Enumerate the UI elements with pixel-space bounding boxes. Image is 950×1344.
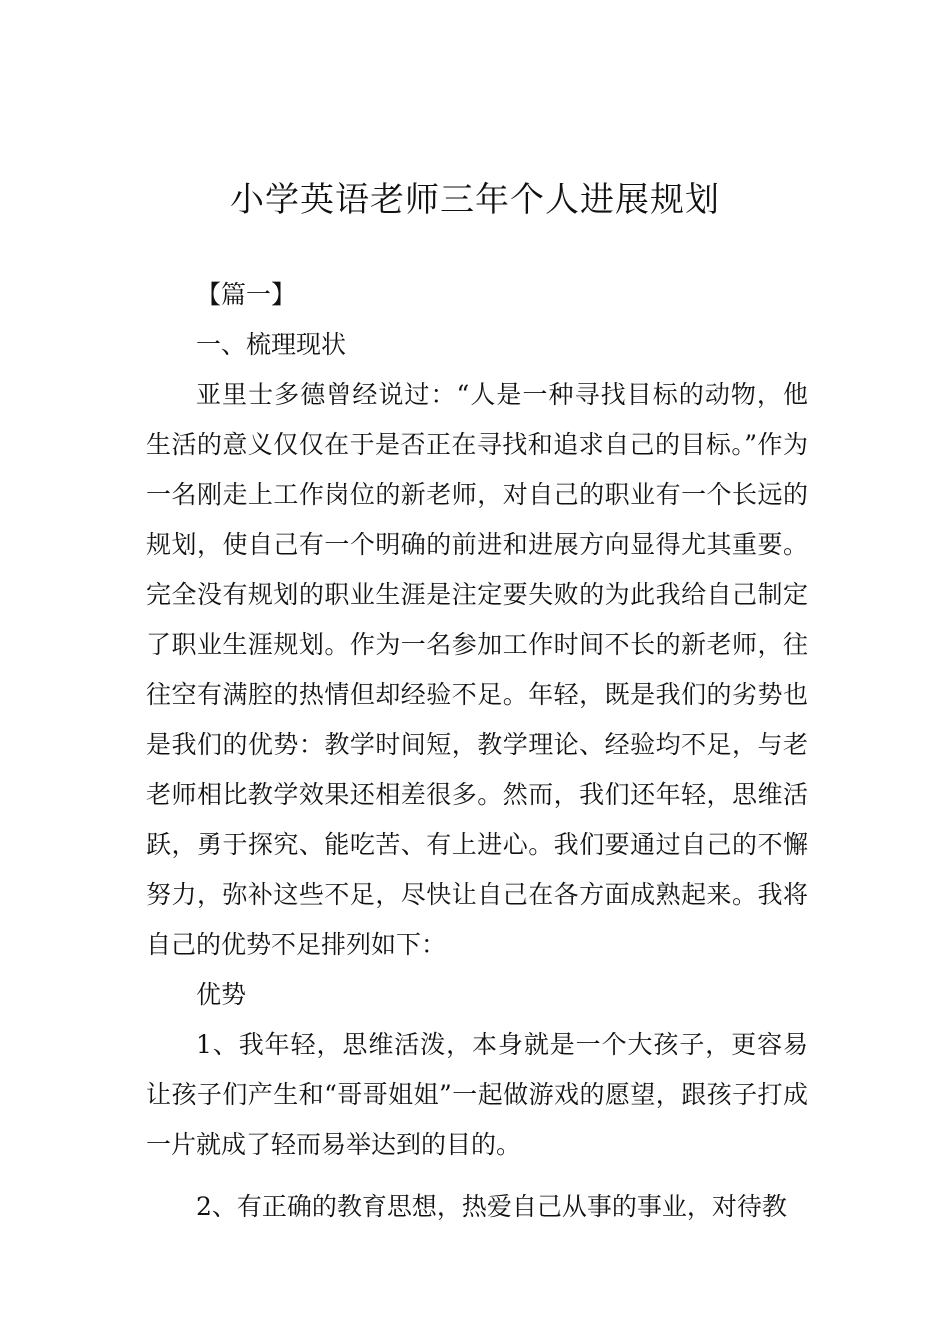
heading-current-status: 一、梳理现状 [196,330,347,359]
paragraph-intro: 亚里士多德曾经说过：“人是一种寻找目标的动物，他生活的意义仅仅在于是否正在寻找和追求自己的目标。”作为一名刚走上工作岗位的新老师，对自己的职业有一个长远的规划，使自己有一个明确的前进和进展方向显得尤其重要。完全没有规划的职业生涯是注定要失败的为此我给自己制定了职业生涯规划。作为一名参加工作时间不长的新老师，往往空有满腔的热情但却经验不足。年轻，既是我们的劣势也是我们的优势：教学时间短，教学理论、经验均不足，与老老师相比教学效果还相差很多。然而，我们还年轻，思维活跃，勇于探究、能吃苦、有上进心。我们要通过自己的不懈努力，弥补这些不足，尽快让自己在各方面成熟起来。我将自己的优势不足排列如下： [146,380,808,959]
list-item-advantage-1: 1、我年轻，思维活泼，本身就是一个大孩子，更容易让孩子们产生和“哥哥姐姐”一起做游戏的愿望，跟孩子打成一片就成了轻而易举达到的目的。 [146,1030,808,1159]
document-body [146,270,808,1232]
section-label: 【篇一】 [196,280,297,309]
heading-advantages: 优势 [196,980,247,1009]
document-title: 小学英语老师三年个人进展规划 [230,180,720,220]
list-item-advantage-2: 2、有正确的教育思想，热爱自己从事的事业，对待教 [196,1192,787,1221]
